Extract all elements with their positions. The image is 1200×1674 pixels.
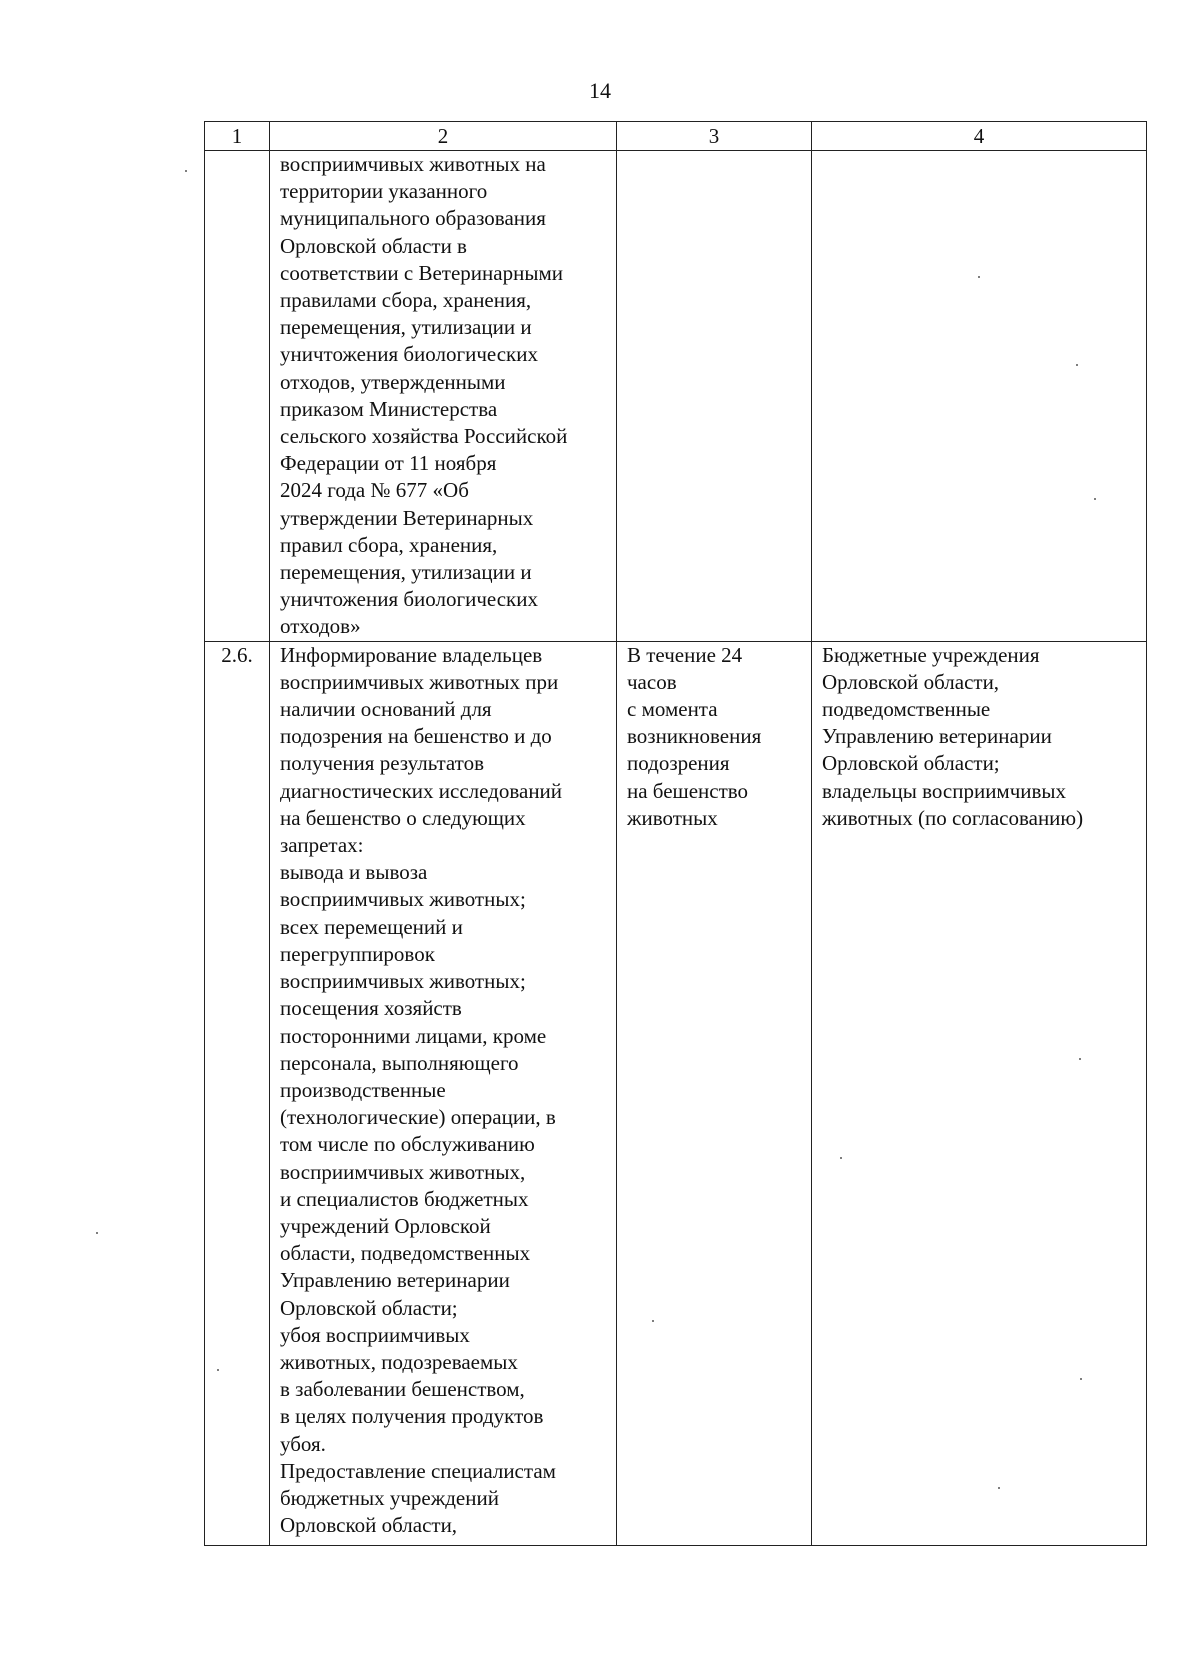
scan-speck xyxy=(217,1369,219,1371)
text-line: восприимчивых животных; xyxy=(280,969,526,994)
text-line: отходов» xyxy=(280,614,361,639)
scan-speck xyxy=(1094,498,1096,500)
page-number: 14 xyxy=(589,78,611,103)
text-line: производственные xyxy=(280,1077,446,1102)
text-line: восприимчивых животных, xyxy=(280,1159,526,1184)
text-line: уничтожения биологических xyxy=(280,342,538,367)
text-line: животных xyxy=(627,805,718,830)
text-line: подведомственные xyxy=(822,697,991,722)
deadline-cell xyxy=(617,641,812,1545)
scan-speck xyxy=(998,1487,1000,1489)
text-line: посторонними лицами, кроме xyxy=(280,1023,547,1048)
text-line: на бешенство о следующих xyxy=(280,805,526,830)
text-line: Управлению ветеринарии xyxy=(822,724,1052,749)
text-line: перемещения, утилизации и xyxy=(280,560,532,585)
text-line: животных (по согласованию) xyxy=(822,805,1084,830)
text-line: убоя. xyxy=(280,1431,326,1456)
text-line: Орловской области; xyxy=(822,751,1000,776)
text-line: Информирование владельцев xyxy=(280,642,543,667)
text-line: отходов, утвержденными xyxy=(280,369,506,394)
text-line: (технологические) операции, в xyxy=(280,1105,556,1130)
responsible-cell xyxy=(812,151,1147,642)
text-line: Орловской области, xyxy=(280,1513,458,1538)
text-line: сельского хозяйства Российской xyxy=(280,424,568,449)
text-line: перегруппировок xyxy=(280,941,435,966)
text-line: области, подведомственных xyxy=(280,1241,531,1266)
text-line: Предоставление специалистам xyxy=(280,1458,556,1483)
row-number-cell: 2.6. xyxy=(205,641,270,1545)
scan-speck xyxy=(1076,364,1078,366)
text-line: восприимчивых животных; xyxy=(280,887,526,912)
text-line: бюджетных учреждений xyxy=(280,1485,499,1510)
table-row-2-6 xyxy=(205,641,1147,1545)
row-number-cell xyxy=(205,151,270,642)
header-cell-4: 4 xyxy=(812,122,1147,151)
text-line: муниципального образования xyxy=(280,206,546,231)
responsible-cell xyxy=(812,641,1147,1545)
table-row-continuation xyxy=(205,151,1147,642)
text-line: часов xyxy=(627,669,677,694)
measure-text xyxy=(280,151,610,641)
text-line: животных, подозреваемых xyxy=(280,1349,518,1374)
text-line: с момента xyxy=(627,697,718,722)
text-line: и специалистов бюджетных xyxy=(280,1186,529,1211)
scan-speck xyxy=(96,1232,98,1234)
header-cell-2: 2 xyxy=(270,122,617,151)
text-line: перемещения, утилизации и xyxy=(280,315,532,340)
text-line: посещения хозяйств xyxy=(280,996,462,1021)
text-line: диагностических исследований xyxy=(280,778,563,803)
text-line: вывода и вывоза xyxy=(280,860,428,885)
text-line: 2024 года № 677 «Об xyxy=(280,478,469,503)
document-table xyxy=(204,121,1147,1546)
text-line: в заболевании бешенством, xyxy=(280,1377,525,1402)
text-line: Управлению ветеринарии xyxy=(280,1268,510,1293)
text-line: всех перемещений и xyxy=(280,914,463,939)
text-line: приказом Министерства xyxy=(280,396,498,421)
text-line: наличии оснований для xyxy=(280,697,492,722)
scan-speck xyxy=(185,170,187,172)
text-line: территории указанного xyxy=(280,179,488,204)
text-line: правилами сбора, хранения, xyxy=(280,288,532,313)
text-line: В течение 24 xyxy=(627,642,743,667)
text-line: на бешенство xyxy=(627,778,749,803)
scan-speck xyxy=(652,1320,654,1322)
text-line: уничтожения биологических xyxy=(280,587,538,612)
table-header-row xyxy=(205,122,1147,151)
scan-speck xyxy=(840,1157,842,1159)
text-line: Федерации от 11 ноября xyxy=(280,451,497,476)
text-line: возникновения xyxy=(627,724,762,749)
text-line: подозрения xyxy=(627,751,730,776)
text-line: запретах: xyxy=(280,833,364,858)
text-line: владельцы восприимчивых xyxy=(822,778,1067,803)
scan-speck xyxy=(1079,1058,1081,1060)
text-line: получения результатов xyxy=(280,751,485,776)
text-line: восприимчивых животных на xyxy=(280,152,546,176)
measure-cell xyxy=(270,151,617,642)
text-line: соответствии с Ветеринарными xyxy=(280,260,563,285)
text-line: персонала, выполняющего xyxy=(280,1050,519,1075)
text-line: утверждении Ветеринарных xyxy=(280,505,534,530)
text-line: том числе по обслуживанию xyxy=(280,1132,535,1157)
header-cell-1: 1 xyxy=(205,122,270,151)
scan-speck xyxy=(978,276,980,278)
responsible-text xyxy=(822,642,1140,832)
measure-cell xyxy=(270,641,617,1545)
text-line: убоя восприимчивых xyxy=(280,1322,470,1347)
text-line: восприимчивых животных при xyxy=(280,669,559,694)
scan-speck xyxy=(1080,1378,1082,1380)
text-line: Орловской области; xyxy=(280,1295,458,1320)
text-line: правил сбора, хранения, xyxy=(280,532,498,557)
deadline-cell xyxy=(617,151,812,642)
text-line: Бюджетные учреждения xyxy=(822,642,1040,667)
text-line: Орловской области в xyxy=(280,233,467,258)
text-line: Орловской области, xyxy=(822,669,1000,694)
text-line: учреждений Орловской xyxy=(280,1213,491,1238)
text-line: в целях получения продуктов xyxy=(280,1404,544,1429)
text-line: подозрения на бешенство и до xyxy=(280,724,552,749)
measure-text xyxy=(280,642,610,1540)
deadline-text xyxy=(627,642,805,832)
header-cell-3: 3 xyxy=(617,122,812,151)
